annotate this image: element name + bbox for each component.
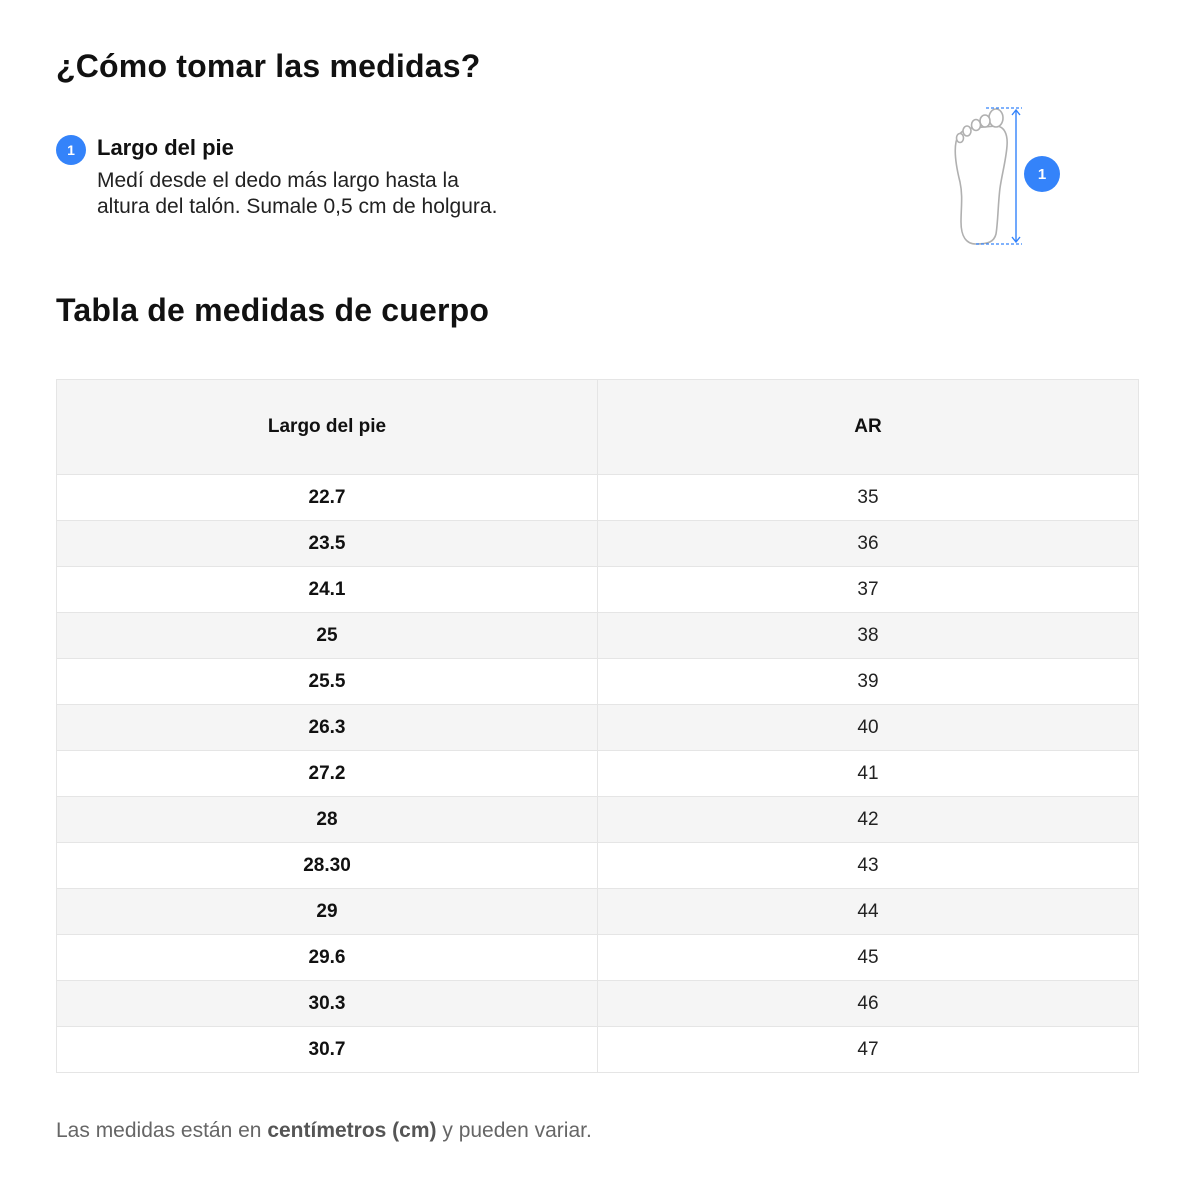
cell-foot-length: 23.5 [57,521,598,567]
table-row [57,521,1139,567]
cell-ar-size: 42 [598,797,1139,843]
table-row [57,843,1139,889]
cell-ar-size: 38 [598,613,1139,659]
cell-ar-size: 40 [598,705,1139,751]
table-row [57,935,1139,981]
cell-ar-size: 41 [598,751,1139,797]
cell-foot-length: 30.3 [57,981,598,1027]
cell-foot-length: 22.7 [57,475,598,521]
cell-foot-length: 28.30 [57,843,598,889]
measure-description-line-1: Medí desde el dedo más largo hasta la [97,169,459,192]
column-header-foot-length: Largo del pie [57,380,598,475]
cell-foot-length: 25 [57,613,598,659]
cell-foot-length: 30.7 [57,1027,598,1073]
footnote-units: centímetros (cm) [267,1119,437,1142]
cell-ar-size: 37 [598,567,1139,613]
table-row [57,475,1139,521]
table-row [57,981,1139,1027]
cell-foot-length: 25.5 [57,659,598,705]
table-row [57,1027,1139,1073]
measure-description [97,168,617,220]
cell-ar-size: 45 [598,935,1139,981]
cell-foot-length: 27.2 [57,751,598,797]
table-row [57,705,1139,751]
cell-foot-length: 24.1 [57,567,598,613]
table-row [57,797,1139,843]
table-title: Tabla de medidas de cuerpo [56,292,490,328]
footnote-suffix: y pueden variar. [436,1119,592,1142]
page-title: ¿Cómo tomar las medidas? [56,48,481,84]
cell-ar-size: 35 [598,475,1139,521]
foot-measurement-figure [946,104,1066,250]
step-number-badge: 1 [56,135,86,165]
cell-foot-length: 26.3 [57,705,598,751]
cell-ar-size: 46 [598,981,1139,1027]
size-table [56,379,1139,1073]
footnote-prefix: Las medidas están en [56,1119,268,1142]
measure-description-line-2: altura del talón. Sumale 0,5 cm de holgura. [97,195,498,218]
foot-outline-icon [946,104,1026,250]
column-header-ar: AR [598,380,1139,475]
table-header-row [57,380,1139,475]
cell-ar-size: 39 [598,659,1139,705]
cell-ar-size: 44 [598,889,1139,935]
units-footnote [56,1119,592,1143]
table-row [57,567,1139,613]
cell-foot-length: 29.6 [57,935,598,981]
table-row [57,613,1139,659]
table-row [57,659,1139,705]
figure-step-badge: 1 [1024,156,1060,192]
measure-title: Largo del pie [97,135,234,160]
cell-ar-size: 36 [598,521,1139,567]
table-row [57,751,1139,797]
cell-foot-length: 28 [57,797,598,843]
cell-ar-size: 43 [598,843,1139,889]
cell-ar-size: 47 [598,1027,1139,1073]
cell-foot-length: 29 [57,889,598,935]
table-row [57,889,1139,935]
